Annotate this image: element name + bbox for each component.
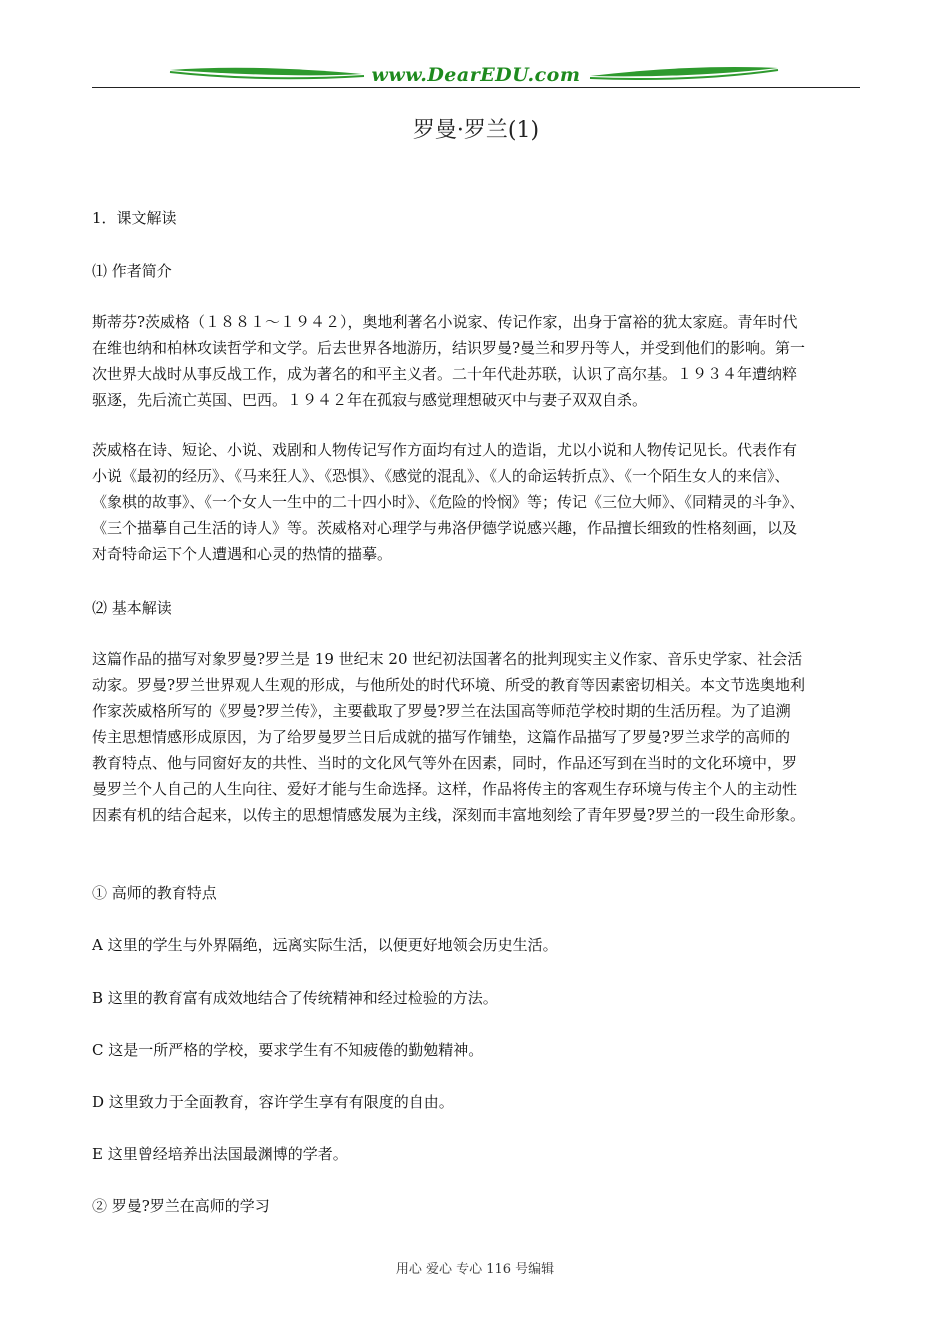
text-line: 对奇特命运下个人遭遇和心灵的热情的描摹。: [92, 545, 393, 563]
reading-paragraph: [92, 646, 864, 828]
text-line: 教育特点、他与同窗好友的共性、当时的文化风气等外在因素，同时，作品还写到在当时的文化环境中，罗: [92, 754, 798, 772]
text-line: 曼罗兰个人自己的人生向往、爱好才能与生命选择。这样，作品将传主的客观生存环境与传主个人的主动性: [92, 780, 798, 798]
text-line: 这篇作品的描写对象罗曼?罗兰是 19 世纪末 20 世纪初法国著名的批判现实主义作家、音乐史学家、社会活: [92, 650, 803, 668]
section-heading-1: 1．课文解读: [92, 209, 177, 227]
page-title: 罗曼·罗兰(1): [412, 118, 540, 143]
list-item-e: E 这里曾经培养出法国最渊博的学者。: [92, 1145, 348, 1163]
subsection-author-intro: ⑴ 作者简介: [92, 262, 172, 280]
text-line: 小说《最初的经历》、《马来狂人》、《恐惧》、《感觉的混乱》、《人的命运转折点》、《一个陌生女人的来信》、: [92, 467, 790, 485]
point-heading-2: ② 罗曼?罗兰在高师的学习: [92, 1197, 270, 1215]
text-line: 斯蒂芬?茨威格（１８８１～１９４２），奥地利著名小说家、传记作家，出身于富裕的犹太家庭。青年时代: [92, 313, 798, 331]
text-line: 因素有机的结合起来，以传主的思想情感发展为主线，深刻而丰富地刻绘了青年罗曼?罗兰的一段生命形象。: [92, 806, 806, 824]
text-line: 驱逐，先后流亡英国、巴西。１９４２年在孤寂与感觉理想破灭中与妻子双双自杀。: [92, 391, 648, 409]
list-item-b: B 这里的教育富有成效地结合了传统精神和经过检验的方法。: [92, 989, 498, 1007]
subsection-basic-reading: ⑵ 基本解读: [92, 599, 172, 617]
text-line: 《三个描摹自己生活的诗人》等。茨威格对心理学与弗洛伊德学说感兴趣，作品擅长细致的性格刻画，以及: [92, 519, 798, 537]
text-line: 在维也纳和柏林攻读哲学和文学。后去世界各地游历，结识罗曼?曼兰和罗丹等人，并受到他们的影响。第一: [92, 339, 806, 357]
page-footer: 用心 爱心 专心 116 号编辑: [395, 1262, 555, 1277]
list-item-d: D 这里致力于全面教育，容许学生享有有限度的自由。: [92, 1093, 454, 1111]
text-line: 传主思想情感形成原因，为了给罗曼罗兰日后成就的描写作铺垫，这篇作品描写了罗曼?罗兰求学的高师的: [92, 728, 791, 746]
text-line: 作家茨威格所写的《罗曼?罗兰传》，主要截取了罗曼?罗兰在法国高等师范学校时期的生活历程。为了追溯: [92, 702, 791, 720]
works-paragraph: [92, 437, 864, 567]
list-item-a: A 这里的学生与外界隔绝，远离实际生活，以便更好地领会历史生活。: [92, 936, 558, 954]
list-item-c: C 这是一所严格的学校，要求学生有不知疲倦的勤勉精神。: [92, 1041, 484, 1059]
point-heading-1: ① 高师的教育特点: [92, 884, 217, 902]
text-line: 动家。罗曼?罗兰世界观人生观的形成，与他所处的时代环境、所受的教育等因素密切相关。本文节选奥地利: [92, 676, 806, 694]
text-line: 茨威格在诗、短论、小说、戏剧和人物传记写作方面均有过人的造诣，尤以小说和人物传记见长。代表作有: [92, 441, 798, 459]
text-line: 次世界大战时从事反战工作，成为著名的和平主义者。二十年代赴苏联，认识了高尔基。１９３４年遭纳粹: [92, 365, 798, 383]
header-rule: [92, 87, 860, 88]
site-logo: www.DearEDU.com: [371, 64, 581, 86]
bio-paragraph: [92, 309, 864, 413]
header-banner: [92, 60, 860, 90]
text-line: 《象棋的故事》、《一个女人一生中的二十四小时》、《危险的怜悯》等；传记《三位大师》、《同精灵的斗争》、: [92, 493, 805, 511]
